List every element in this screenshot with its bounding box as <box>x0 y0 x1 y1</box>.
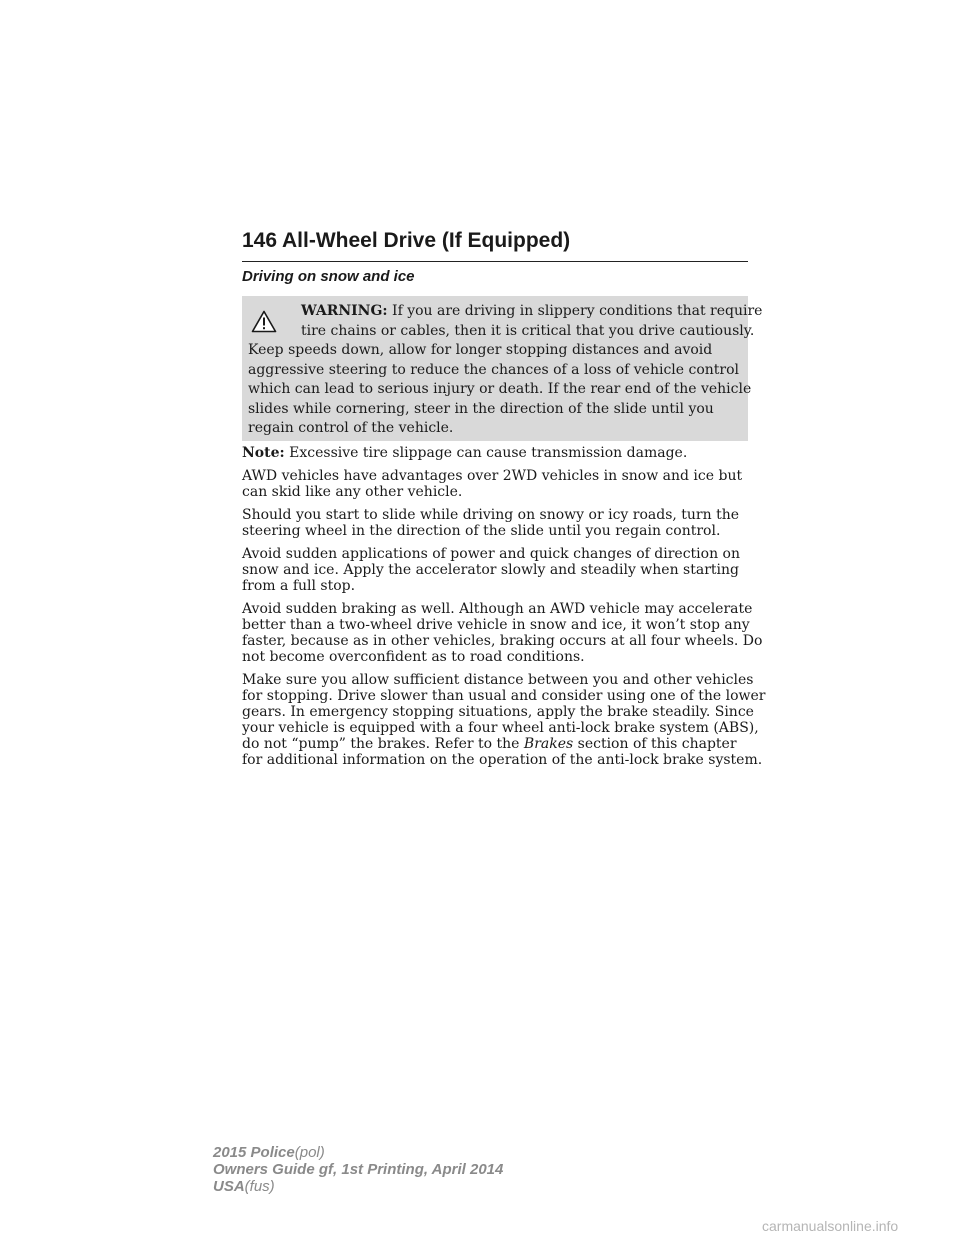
footer-line: Owners Guide gf, 1st Printing, April 2014 <box>213 1161 504 1178</box>
paragraph-line: for stopping. Drive slower than usual and consider using one of the lower <box>242 688 766 704</box>
paragraph <box>242 672 766 768</box>
chapter-title: All-Wheel Drive (If Equipped) <box>282 229 571 252</box>
footer <box>213 1144 503 1195</box>
warning-label: WARNING: <box>301 303 388 319</box>
watermark: carmanualsonline.info <box>762 1218 899 1234</box>
paragraph-line: AWD vehicles have advantages over 2WD vehicles in snow and ice but <box>242 468 743 484</box>
paragraph-line: from a full stop. <box>242 578 356 594</box>
footer-market-code: (fus) <box>244 1178 275 1195</box>
warning-line: Keep speeds down, allow for longer stopping distances and avoid <box>248 342 713 358</box>
note-label: Note: <box>242 445 285 461</box>
warning-line: slides while cornering, steer in the direction of the slide until you <box>248 400 714 417</box>
note-paragraph <box>242 445 752 461</box>
paragraph-line: for additional information on the operation of the anti-lock brake system. <box>242 752 763 768</box>
paragraph-line: can skid like any other vehicle. <box>242 484 463 500</box>
warning-line: which can lead to serious injury or death. If the rear end of the vehicle <box>248 381 752 397</box>
paragraph <box>242 468 752 500</box>
note-text: Excessive tire slippage can cause transmission damage. <box>289 445 688 461</box>
paragraph-line: your vehicle is equipped with a four wheel anti-lock brake system (ABS), <box>242 720 759 736</box>
ref-line-after: section of this chapter <box>573 736 737 752</box>
warning-triangle-icon <box>251 310 277 333</box>
footer-line <box>213 1144 503 1161</box>
warning-line: tire chains or cables, then it is critical that you drive cautiously. <box>301 322 755 339</box>
brakes-section-reference: Brakes <box>523 736 574 752</box>
paragraph-line: better than a two-wheel drive vehicle in snow and ice, it won’t stop any <box>242 617 750 633</box>
warning-box <box>242 296 763 441</box>
paragraph <box>242 507 752 539</box>
paragraph-line <box>242 736 752 752</box>
ref-line-before: do not “pump” the brakes. Refer to the <box>242 736 524 752</box>
paragraph-line: faster, because as in other vehicles, braking occurs at all four wheels. Do <box>242 633 763 649</box>
paragraph <box>242 601 763 665</box>
section-heading: Driving on snow and ice <box>242 268 415 285</box>
warning-line: regain control of the vehicle. <box>248 420 454 436</box>
paragraph-line: Should you start to slide while driving on snowy or icy roads, turn the <box>242 507 740 523</box>
paragraph-line: steering wheel in the direction of the slide until you regain control. <box>242 523 721 539</box>
paragraph <box>242 546 752 594</box>
page-number: 146 <box>242 229 278 252</box>
footer-market: USA <box>213 1178 245 1195</box>
warning-line <box>248 302 763 322</box>
page-header <box>242 229 748 262</box>
paragraph-line: Avoid sudden braking as well. Although an AWD vehicle may accelerate <box>242 601 753 617</box>
paragraph-line: not become overconfident as to road conditions. <box>242 649 585 665</box>
warning-line: aggressive steering to reduce the chances of a loss of vehicle control <box>248 361 740 378</box>
footer-model-code: (pol) <box>294 1144 325 1161</box>
footer-line <box>213 1178 503 1195</box>
footer-model: 2015 Police <box>213 1144 295 1161</box>
paragraph-line: snow and ice. Apply the accelerator slowly and steadily when starting <box>242 562 739 578</box>
paragraph-line: gears. In emergency stopping situations, apply the brake steadily. Since <box>242 704 754 720</box>
paragraph-line: Make sure you allow sufficient distance between you and other vehicles <box>242 672 754 688</box>
warning-text: If you are driving in slippery conditions that require <box>392 303 763 319</box>
paragraph-line: Avoid sudden applications of power and quick changes of direction on <box>242 546 740 562</box>
body-text <box>242 445 766 775</box>
